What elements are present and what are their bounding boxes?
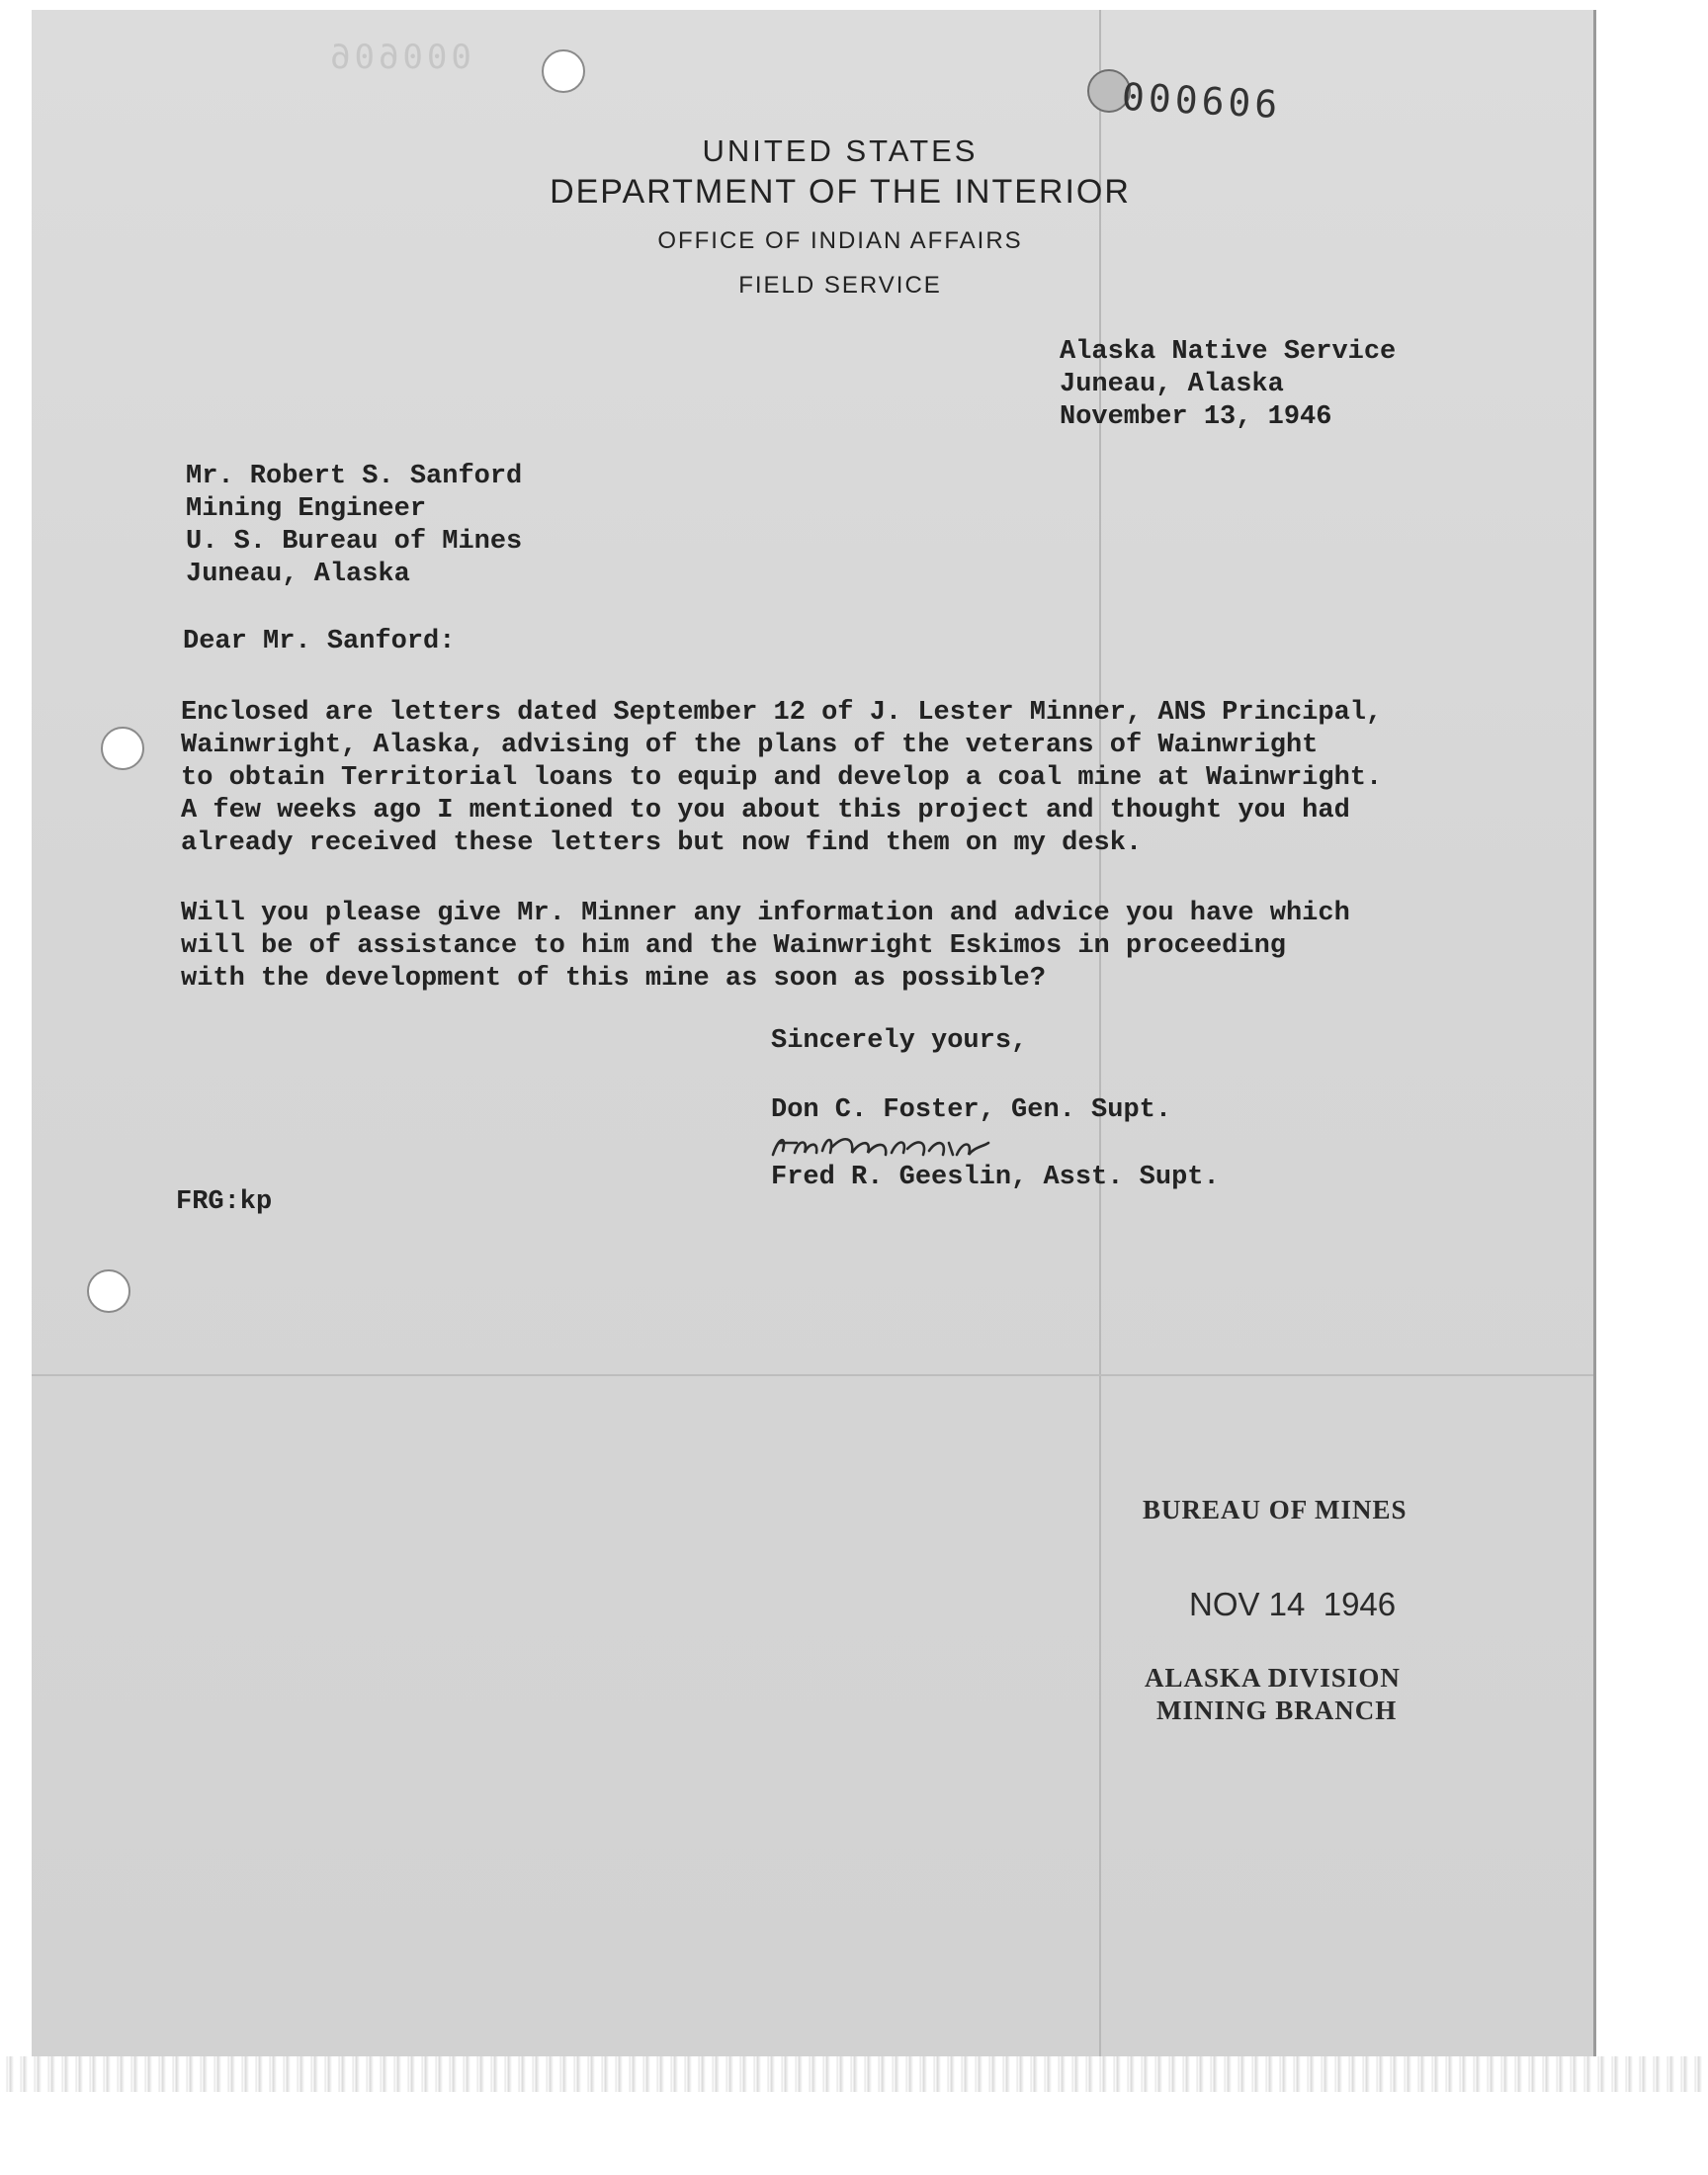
- recipient-org: U. S. Bureau of Mines: [186, 527, 523, 557]
- received-stamp-org: BUREAU OF MINES: [1143, 1495, 1408, 1524]
- salutation: Dear Mr. Sanford:: [183, 627, 456, 656]
- paragraph-line: Enclosed are letters dated September 12 of J. Lester Minner, ANS Principal,: [181, 698, 1383, 728]
- handwritten-signature: [769, 1129, 992, 1163]
- paragraph-line: Wainwright, Alaska, advising of the plans of the veterans of Wainwright: [181, 731, 1319, 760]
- body-paragraph-2: [181, 898, 1350, 996]
- letter-date: November 13, 1946: [1060, 402, 1332, 432]
- letterhead-field-service: FIELD SERVICE: [738, 272, 942, 299]
- paragraph-line: to obtain Territorial loans to equip and develop a coal mine at Wainwright.: [181, 763, 1383, 793]
- sender-block: [1060, 336, 1396, 434]
- typist-initials: FRG:kp: [176, 1187, 273, 1217]
- document-number-bleedthrough: 000606: [326, 38, 471, 77]
- sender-line-1: Alaska Native Service: [1060, 337, 1397, 367]
- recipient-address: [186, 461, 522, 591]
- recipient-title: Mining Engineer: [186, 494, 427, 524]
- scan-artifact-band: [0, 2056, 1708, 2092]
- sender-line-2: Juneau, Alaska: [1060, 370, 1284, 399]
- signer-primary: Don C. Foster, Gen. Supt.: [771, 1095, 1172, 1125]
- punch-hole-left-lower: [87, 1269, 130, 1313]
- received-stamp-branch: MINING BRANCH: [1156, 1696, 1398, 1725]
- body-paragraph-1: [181, 697, 1382, 860]
- closing: Sincerely yours,: [771, 1026, 1028, 1056]
- punch-hole-top: [542, 49, 585, 93]
- signer-secondary: Fred R. Geeslin, Asst. Supt.: [771, 1163, 1220, 1192]
- recipient-location: Juneau, Alaska: [186, 560, 410, 589]
- document-number: 000606: [1120, 74, 1283, 128]
- paragraph-line: Will you please give Mr. Minner any information and advice you have which: [181, 899, 1350, 928]
- fold-line-vertical: [1099, 10, 1101, 2056]
- paragraph-line: already received these letters but now find them on my desk.: [181, 828, 1143, 858]
- paragraph-line: with the development of this mine as soon as possible?: [181, 964, 1046, 994]
- received-stamp-date: NOV 14 1946: [1189, 1586, 1397, 1622]
- letterhead-department: DEPARTMENT OF THE INTERIOR: [550, 173, 1131, 211]
- paragraph-line: will be of assistance to him and the Wainwright Eskimos in proceeding: [181, 931, 1286, 961]
- received-stamp-division: ALASKA DIVISION: [1145, 1663, 1401, 1693]
- letterhead-office: OFFICE OF INDIAN AFFAIRS: [657, 227, 1023, 254]
- recipient-name: Mr. Robert S. Sanford: [186, 462, 523, 491]
- punch-hole-left-upper: [101, 727, 144, 770]
- letterhead-united-states: UNITED STATES: [702, 133, 979, 168]
- paragraph-line: A few weeks ago I mentioned to you about this project and thought you had: [181, 796, 1350, 826]
- fold-line-horizontal: [32, 1374, 1593, 1376]
